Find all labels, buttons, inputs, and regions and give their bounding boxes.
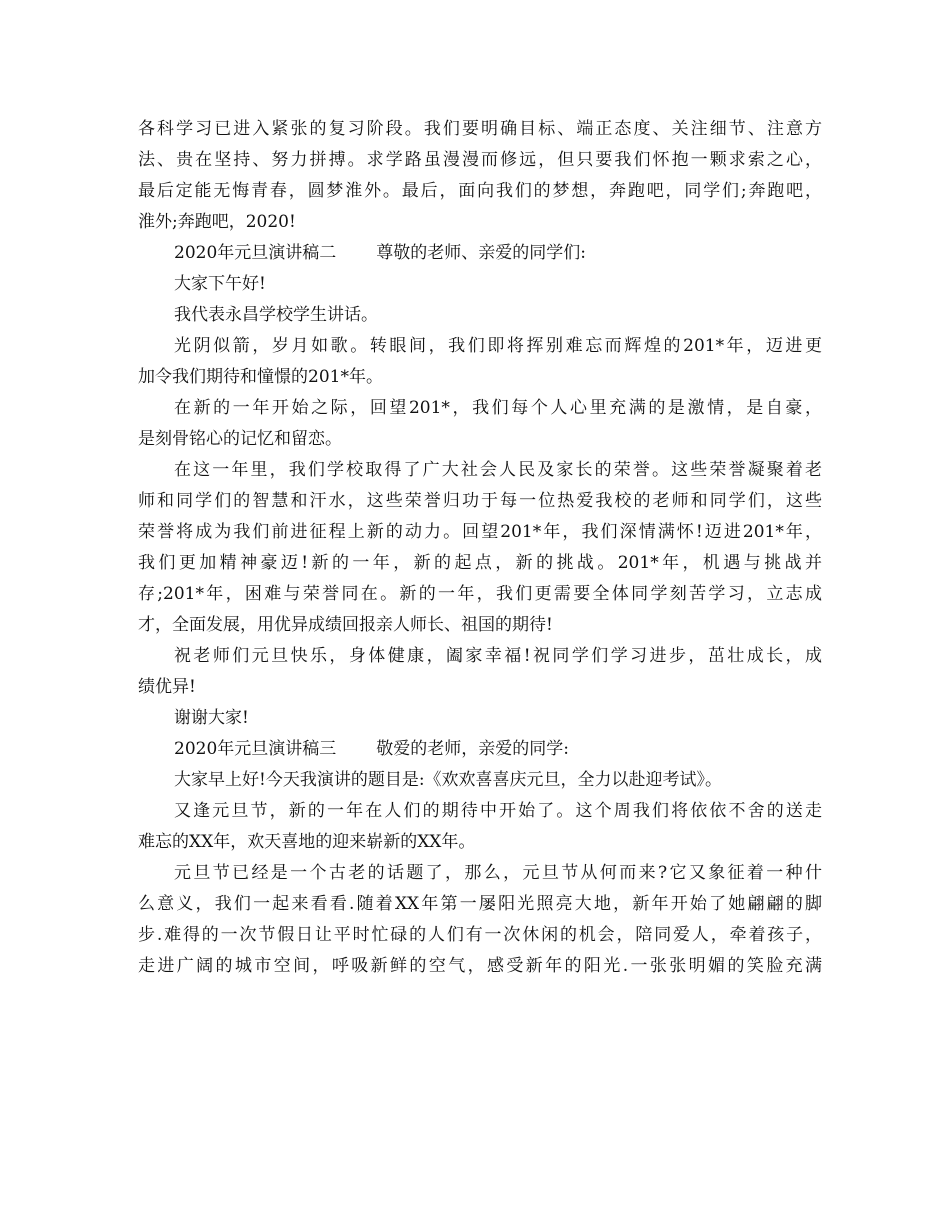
document-body bbox=[138, 114, 822, 982]
text-line: 我们更加精神豪迈!新的一年，新的起点，新的挑战。201*年，机遇与挑战并 bbox=[138, 553, 822, 573]
text-line: 光阴似箭，岁月如歌。转眼间，我们即将挥别难忘而辉煌的201*年，迈进更 bbox=[174, 336, 822, 356]
text-line: 淮外;奔跑吧，2020! bbox=[138, 212, 296, 232]
text-line: 么意义，我们一起来看看.随着XX年第一屡阳光照亮大地，新年开始了她翩翩的脚 bbox=[138, 894, 822, 914]
text-line: 元旦节已经是一个古老的话题了，那么，元旦节从何而来?它又象征着一种什 bbox=[174, 863, 822, 883]
section-title: 2020年元旦演讲稿三 bbox=[174, 739, 337, 759]
text-line: 法、贵在坚持、努力拼搏。求学路虽漫漫而修远，但只要我们怀抱一颗求索之心， bbox=[138, 150, 822, 170]
text-line: 荣誉将成为我们前进征程上新的动力。回望201*年，我们深情满怀!迈进201*年， bbox=[138, 522, 822, 542]
text-line: 最后定能无悔青春，圆梦淮外。最后，面向我们的梦想，奔跑吧，同学们;奔跑吧， bbox=[138, 181, 822, 201]
text-line: 存;201*年，困难与荣誉同在。新的一年，我们更需要全体同学刻苦学习，立志成 bbox=[138, 584, 822, 604]
text-line: 各科学习已进入紧张的复习阶段。我们要明确目标、端正态度、关注细节、注意方 bbox=[138, 119, 822, 139]
text-line: 大家下午好! bbox=[174, 274, 266, 294]
text-line: 祝老师们元旦快乐，身体健康，阖家幸福!祝同学们学习进步，茁壮成长，成 bbox=[174, 646, 822, 666]
section-title: 2020年元旦演讲稿二 bbox=[174, 243, 337, 263]
text-line: 师和同学们的智慧和汗水，这些荣誉归功于每一位热爱我校的老师和同学们，这些 bbox=[138, 491, 822, 511]
text-line: 绩优异! bbox=[138, 677, 196, 697]
text-line: 又逢元旦节，新的一年在人们的期待中开始了。这个周我们将依依不舍的送走 bbox=[174, 801, 822, 821]
text-line: 难忘的XX年，欢天喜地的迎来崭新的XX年。 bbox=[138, 832, 476, 852]
text-line: 谢谢大家! bbox=[174, 708, 249, 728]
section-heading-line bbox=[138, 734, 822, 765]
text-line: 是刻骨铭心的记忆和留恋。 bbox=[138, 429, 342, 449]
text-line: 加令我们期待和憧憬的201*年。 bbox=[138, 367, 383, 387]
text-line: 在这一年里，我们学校取得了广大社会人民及家长的荣誉。这些荣誉凝聚着老 bbox=[174, 460, 822, 480]
text-line: 走进广阔的城市空间，呼吸新鲜的空气，感受新年的阳光.一张张明媚的笑脸充满 bbox=[138, 956, 822, 976]
salutation: 敬爱的老师，亲爱的同学: bbox=[376, 739, 569, 759]
text-line: 大家早上好!今天我演讲的题目是:《欢欢喜喜庆元旦，全力以赴迎考试》。 bbox=[174, 770, 723, 790]
section-heading-line bbox=[138, 238, 822, 269]
text-line: 步.难得的一次节假日让平时忙碌的人们有一次休闲的机会，陪同爱人，牵着孩子， bbox=[138, 925, 822, 945]
text-line: 才，全面发展，用优异成绩回报亲人师长、祖国的期待! bbox=[138, 615, 553, 635]
text-line: 在新的一年开始之际，回望201*，我们每个人心里充满的是激情，是自豪， bbox=[174, 398, 822, 418]
salutation: 尊敬的老师、亲爱的同学们: bbox=[376, 243, 586, 263]
text-line: 我代表永昌学校学生讲话。 bbox=[174, 305, 378, 325]
